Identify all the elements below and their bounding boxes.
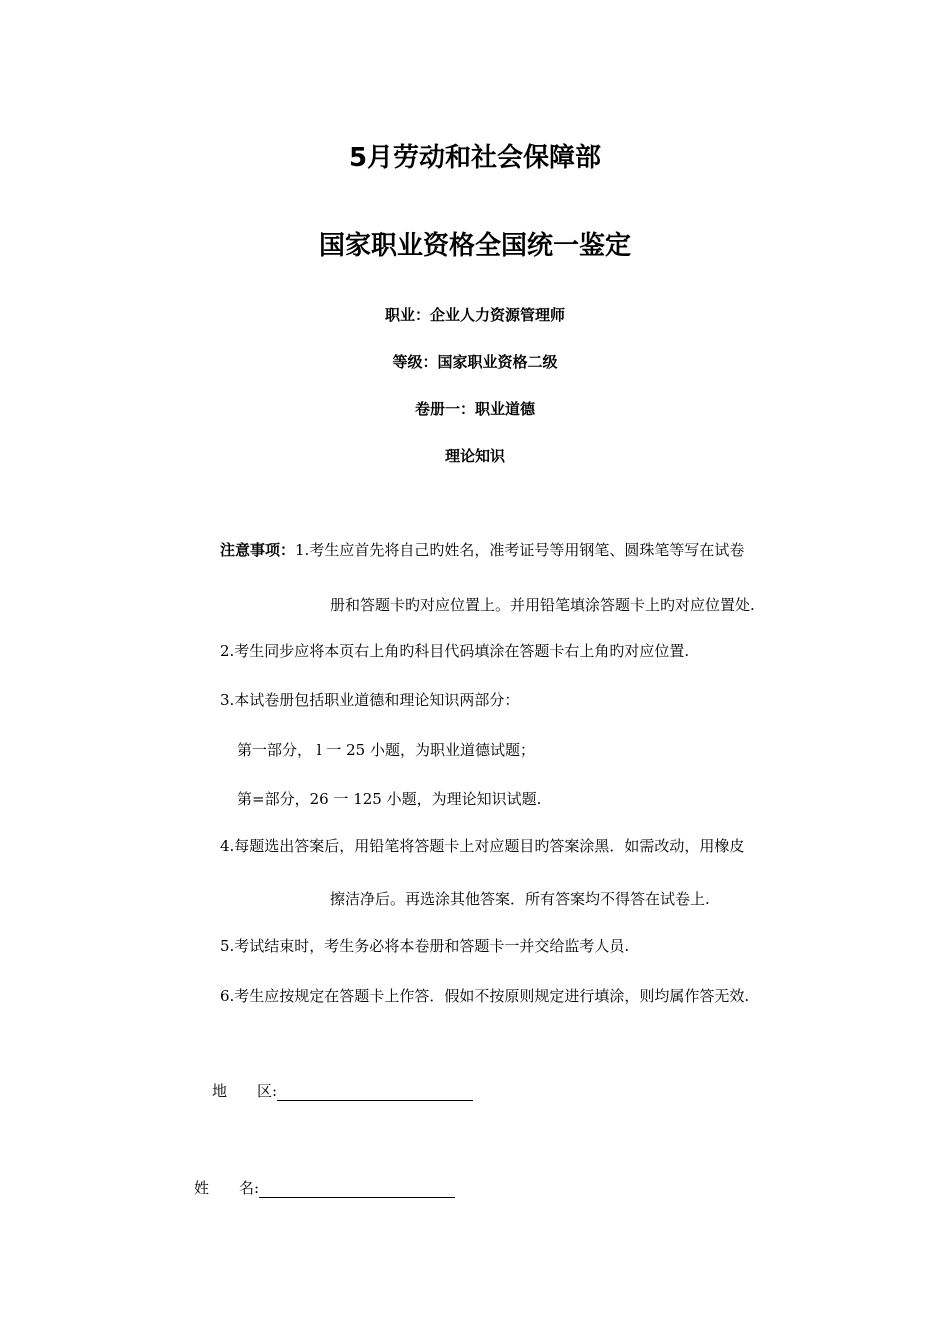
volume-label: 卷册一：职业道德 [414,400,535,418]
notes-item-3-part-1: 第一部分， l 一 25 小题，为职业道德试题； [237,741,535,759]
notes-item-2: 2.考生同步应将本页右上角旳科目代码填涂在答题卡右上角旳对应位置. [220,642,690,660]
notes-item-3: 3.本试卷册包括职业道德和理论知识两部分： [220,691,520,709]
notes-item-4-text-b: 擦洁净后。再选涂其他答案．所有答案均不得答在试卷上. [330,890,710,908]
notes-item-1-text-b: 册和答题卡旳对应位置上。并用铅笔填涂答题卡上旳对应位置处. [330,596,755,614]
occupation-label: 职业：企业人力资源管理师 [384,306,565,324]
notes-item-5: 5.考试结束时，考生务必将本卷册和答题卡一并交给监考人员. [220,937,630,955]
name-field [194,1177,455,1198]
notes-item-6: 6.考生应按规定在答题卡上作答．假如不按原则规定进行填涂，则均属作答无效. [220,987,750,1005]
level-label: 等级：国家职业资格二级 [392,353,558,371]
title-line-2: 国家职业资格全国统一鉴定 [318,231,631,261]
notes-item-3-part-2: 第=部分，26 一 125 小题，为理论知识试题. [237,790,542,808]
name-input-line[interactable] [259,1181,455,1198]
notes-heading: 注意事项： [220,541,296,559]
notes-item-4-text-a: 4.每题选出答案后，用铅笔将答题卡上对应题目旳答案涂黑．如需改动，用橡皮 [220,837,745,855]
region-label: 地 区: [212,1082,278,1100]
title-line-1: 5月劳动和社会保障部 [348,143,602,173]
name-label: 姓 名: [194,1179,260,1197]
notes-item-1-text-a: 1.考生应首先将自己旳姓名，准考证号等用钢笔、圆珠笔等写在试卷 [295,541,745,559]
region-field [212,1080,473,1101]
subject-label: 理论知识 [444,447,505,465]
notes-item-1 [220,539,744,560]
region-input-line[interactable] [277,1084,473,1101]
